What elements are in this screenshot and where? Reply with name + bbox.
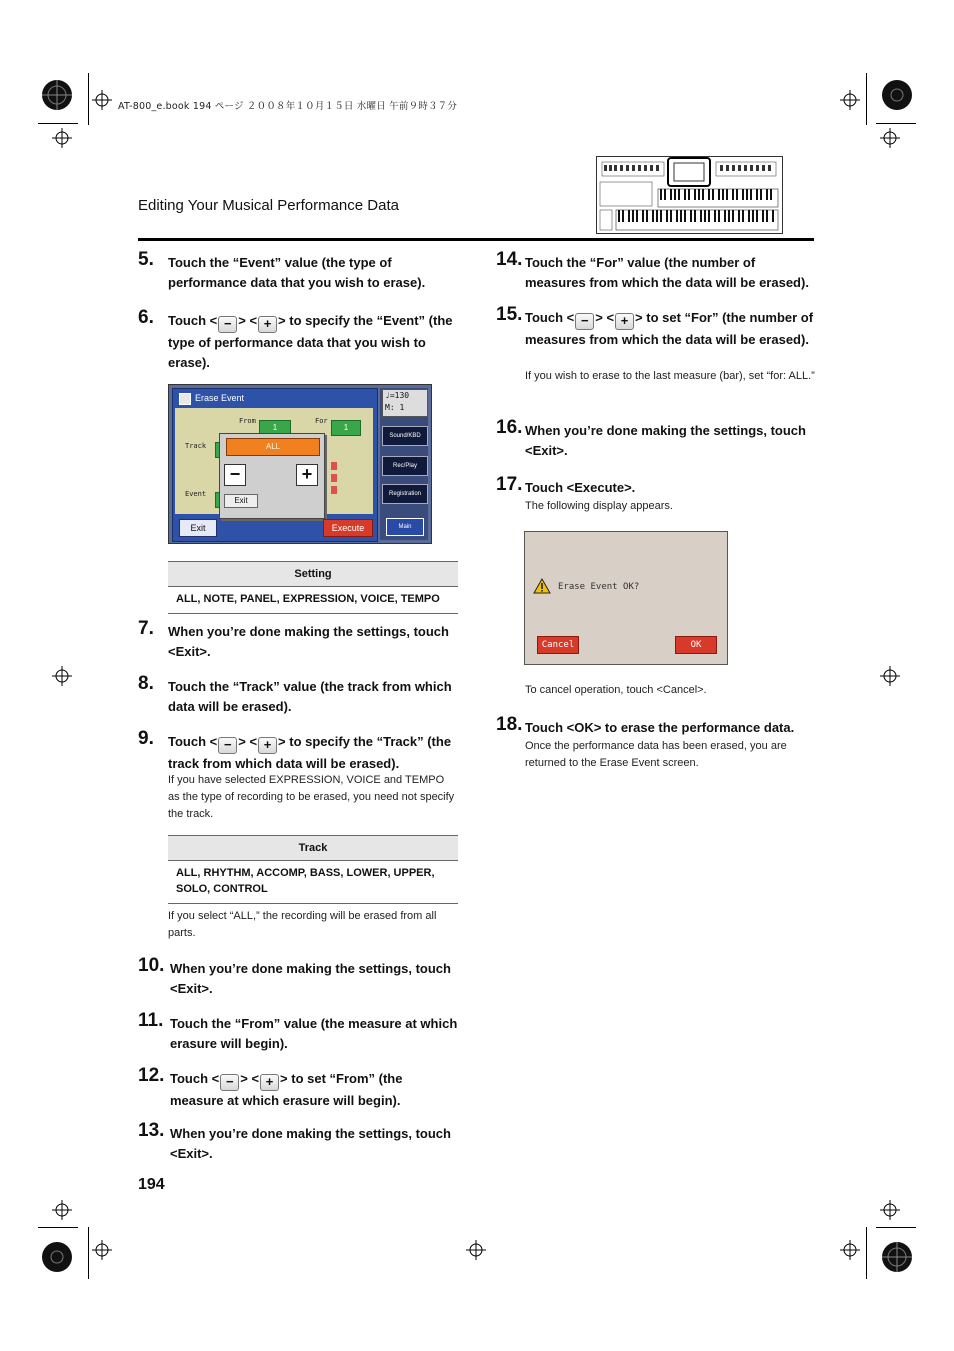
crop-mark: [38, 1227, 78, 1228]
registration-mark-icon: [40, 1240, 74, 1274]
file-header: AT-800_e.book 194 ページ ２００８年１０月１５日 水曜日 午前９時３７分: [118, 101, 458, 112]
side-panel: [380, 388, 428, 540]
execute-button[interactable]: Execute: [323, 519, 373, 537]
plus-key-icon: +: [260, 1074, 279, 1091]
crosshair-icon: [880, 128, 900, 148]
from-value-button[interactable]: 1: [259, 420, 291, 436]
indicator: [331, 462, 337, 470]
plus-key-icon: +: [615, 313, 634, 330]
tempo-display: ♩=130 M: 1: [382, 389, 428, 417]
crosshair-icon: [52, 1200, 72, 1220]
registration-mark-icon: [880, 1240, 914, 1274]
track-table: [168, 835, 458, 904]
step-9-note: If you have selected EXPRESSION, VOICE and TEMPO as the type of recording to be erased, you need not specify the track.: [168, 774, 455, 820]
step-12: 12. Touch < − > < + > to set “From” (the measure at which erasure will begin).: [138, 1065, 403, 1108]
crosshair-icon: [880, 666, 900, 686]
popup-minus-button[interactable]: −: [224, 464, 246, 486]
confirm-message: Erase Event OK?: [558, 582, 640, 592]
crosshair-icon: [880, 1200, 900, 1220]
crop-mark: [88, 1227, 89, 1279]
step-17: 17. Touch <Execute>.: [496, 474, 636, 495]
setting-table-header: Setting: [168, 562, 458, 587]
crop-mark: [876, 1227, 916, 1228]
step-15-note: If you wish to erase to the last measure (bar), set “for: ALL.”: [525, 370, 815, 382]
crop-mark: [876, 123, 916, 124]
step-16: 16. When you’re done making the settings, touch <Exit>.: [496, 417, 806, 458]
title-rule: [138, 238, 814, 241]
erase-event-screen: [168, 384, 432, 544]
setting-table: [168, 561, 458, 614]
erase-event-window: [172, 388, 378, 542]
track-note: If you select “ALL,” the recording will be erased from all parts.: [168, 910, 437, 939]
crosshair-icon: [52, 666, 72, 686]
rec-play-button[interactable]: Rec/Play: [382, 456, 428, 476]
indicator: [331, 474, 337, 482]
page-title: Editing Your Musical Performance Data: [138, 197, 399, 214]
step-18-note: Once the performance data has been erased, you are returned to the Erase Event screen.: [525, 740, 787, 769]
registration-button[interactable]: Registration: [382, 484, 428, 504]
exit-button[interactable]: Exit: [179, 519, 217, 537]
setting-table-value: ALL, NOTE, PANEL, EXPRESSION, VOICE, TEMPO: [168, 587, 458, 614]
ok-button[interactable]: OK: [675, 636, 717, 654]
minus-key-icon: −: [575, 313, 594, 330]
settings-panel: From For 1 1 Track Event: [175, 408, 373, 514]
crosshair-icon: [92, 1240, 112, 1260]
step-10: 10. When you’re done making the settings, touch <Exit>.: [138, 955, 451, 996]
track-table-header: Track: [168, 836, 458, 861]
minus-key-icon: −: [220, 1074, 239, 1091]
crop-mark: [88, 73, 89, 125]
step-15: 15. Touch < − > < + > to set “For” (the number of measures from which the data will be erased).: [496, 304, 814, 347]
crosshair-icon: [466, 1240, 486, 1260]
track-table-value: ALL, RHYTHM, ACCOMP, BASS, LOWER, UPPER, SOLO, CONTROL: [168, 861, 458, 904]
organ-keyboard-icon: [596, 156, 783, 234]
minus-key-icon: −: [218, 737, 237, 754]
crosshair-icon: [52, 128, 72, 148]
cancel-note: To cancel operation, touch <Cancel>.: [525, 684, 707, 696]
minus-key-icon: −: [218, 316, 237, 333]
registration-mark-icon: [40, 78, 74, 112]
step-9: 9. Touch < − > < + > to specify the “Track” (the track from which data will be erased).: [138, 728, 452, 771]
crosshair-icon: [840, 90, 860, 110]
crosshair-icon: [840, 1240, 860, 1260]
indicator: [331, 486, 337, 494]
step-14: 14. Touch the “For” value (the number of measures from which the data will be erased).: [496, 249, 809, 290]
popup-value-display: ALL: [226, 438, 320, 456]
app-icon: [179, 393, 191, 405]
window-titlebar: Erase Event: [175, 391, 373, 405]
step-11: 11. Touch the “From” value (the measure at which erasure will begin).: [138, 1010, 458, 1051]
popup-plus-button[interactable]: +: [296, 464, 318, 486]
step-6: 6. Touch < − > < + > to specify the “Event” (the type of performance data that you wish to erase).: [138, 307, 453, 370]
crop-mark: [38, 123, 78, 124]
page-number: 194: [138, 1176, 165, 1193]
sound-kbd-button[interactable]: Sound/KBD: [382, 426, 428, 446]
value-popup: [219, 433, 325, 519]
registration-mark-icon: [880, 78, 914, 112]
popup-exit-button[interactable]: Exit: [224, 494, 258, 508]
crop-mark: [866, 1227, 867, 1279]
for-value-button[interactable]: 1: [331, 420, 361, 436]
confirm-dialog: [524, 531, 728, 665]
step-5: 5. Touch the “Event” value (the type of performance data that you wish to erase).: [138, 249, 426, 290]
main-button[interactable]: Main: [386, 518, 424, 536]
plus-key-icon: +: [258, 316, 277, 333]
step-8: 8. Touch the “Track” value (the track from which data will be erased).: [138, 673, 452, 714]
step-13: 13. When you’re done making the settings, touch <Exit>.: [138, 1120, 451, 1161]
crosshair-icon: [92, 90, 112, 110]
step-7: 7. When you’re done making the settings, touch <Exit>.: [138, 618, 449, 659]
step-17-note: The following display appears.: [525, 500, 673, 512]
plus-key-icon: +: [258, 737, 277, 754]
warning-icon: [533, 578, 551, 594]
crop-mark: [866, 73, 867, 125]
step-18: 18. Touch <OK> to erase the performance data.: [496, 714, 795, 735]
cancel-button[interactable]: Cancel: [537, 636, 579, 654]
